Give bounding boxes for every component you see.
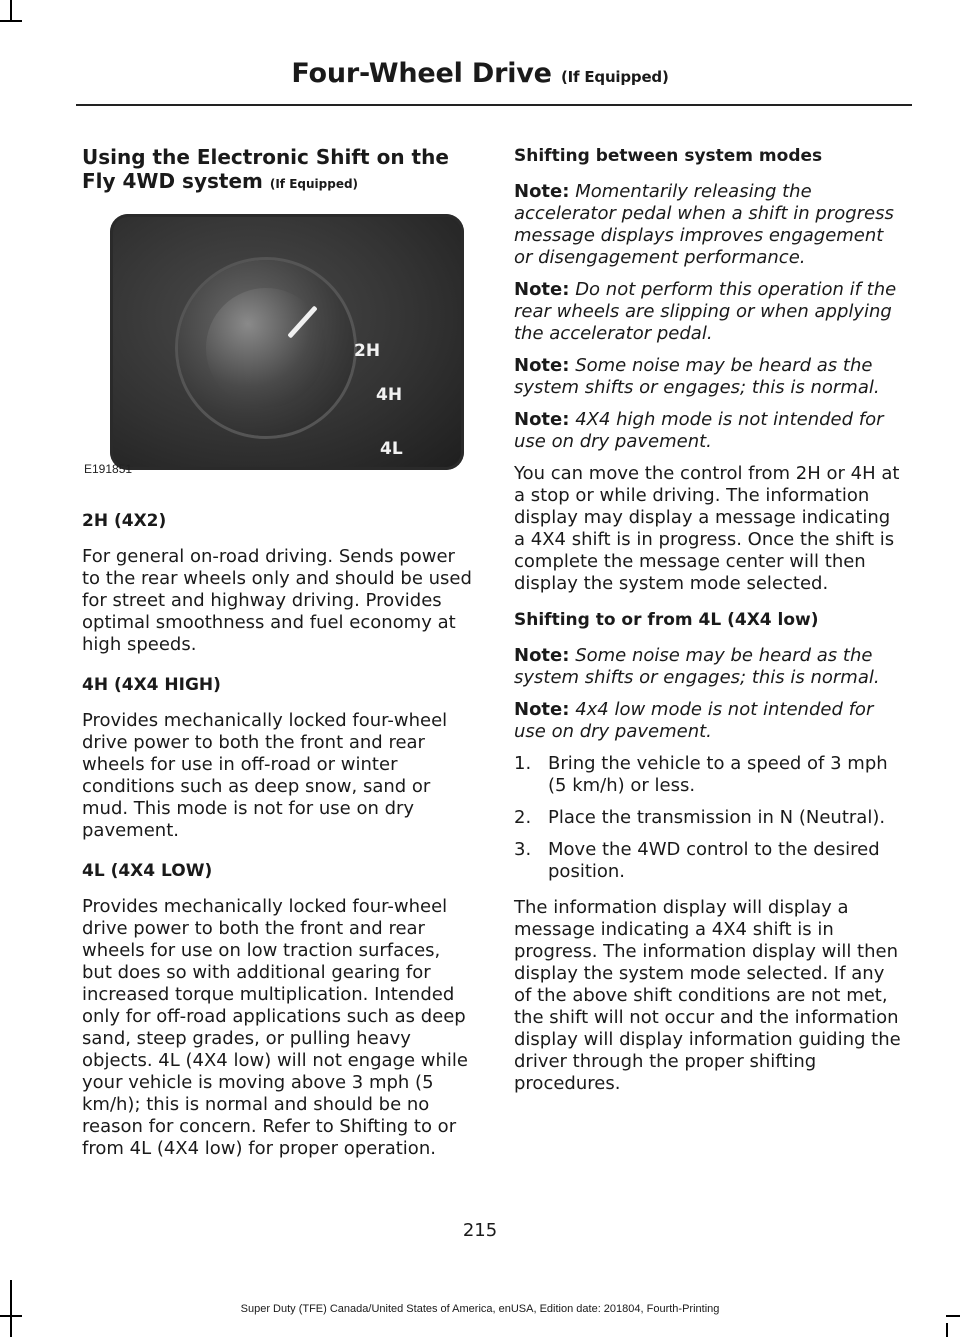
- note: [514, 181, 906, 269]
- page-number: 215: [462, 1220, 498, 1241]
- mode-label-4h: 4H: [376, 385, 403, 405]
- note-text: 4x4 low mode is not intended for use on dry pavement.: [514, 699, 874, 742]
- crop-mark: [946, 1323, 948, 1337]
- step-number: 3.: [514, 839, 532, 860]
- step-number: 1.: [514, 753, 532, 774]
- section-body-2h: For general on-road driving. Sends power to the rear wheels only and should be used for street and highway driving. Provides optimal smoothness and fuel economy at high speeds.: [82, 546, 472, 655]
- header-title: Four-Wheel Drive: [291, 58, 552, 89]
- 4wd-control-figure: [82, 212, 474, 480]
- note-text: Do not perform this operation if the rear wheels are slipping or when applying the accelerator pedal.: [514, 279, 897, 344]
- body-text: The information display will display a message indicating a 4X4 shift is in progress. The information display will then display the system mode selected. If any of the above shift conditions are not met, the shift will not occur and the information display will display information guiding the driver through the proper shifting procedures.: [514, 897, 901, 1094]
- section-body-4h: Provides mechanically locked four-wheel drive power to both the front and rear wheels for use in off-road or winter conditions such as deep snow, sand or mud. This mode is not for use on dry pavement.: [82, 710, 448, 841]
- note: [514, 699, 906, 743]
- note-label: Note:: [514, 409, 570, 430]
- right-column: [514, 145, 906, 1095]
- page-footer: Super Duty (TFE) Canada/United States of America, enUSA, Edition date: 201804, Fourth-Printing: [240, 1303, 720, 1315]
- section-body-4l: Provides mechanically locked four-wheel drive power to both the front and rear wheels for use on low traction surfaces, but does so with additional gearing for increased torque multiplication. Intended only for off-road applications such as deep sand, steep grades, or pulling heavy objects. 4L (4X4 low) will not engage while your vehicle is moving above 3 mph (5 km/h); this is normal and should be no reason for concern. Refer to Shifting to or from 4L (4X4 low) for proper operation.: [82, 896, 468, 1159]
- note-text: Momentarily releasing the accelerator pedal when a shift in progress message displays improves engagement or disengagement performance.: [514, 181, 894, 268]
- mode-label-4l: 4L: [380, 439, 403, 459]
- list-item: [514, 839, 906, 883]
- 4wd-knob: [206, 288, 326, 408]
- note-label: Note:: [514, 355, 570, 376]
- crop-mark: [0, 1315, 22, 1317]
- section-heading: [82, 145, 474, 196]
- step-number: 2.: [514, 807, 532, 828]
- header-divider: [76, 104, 912, 106]
- crop-mark: [946, 1315, 960, 1317]
- crop-mark: [0, 20, 22, 22]
- header-subtitle: (If Equipped): [560, 68, 669, 86]
- note: [514, 355, 906, 399]
- note-label: Note:: [514, 181, 570, 202]
- mode-label-2h: 2H: [354, 341, 381, 361]
- note-text: Some noise may be heard as the system shifts or engages; this is normal.: [514, 645, 880, 688]
- section-title-2h: 2H (4X2): [82, 511, 167, 531]
- note: [514, 409, 906, 453]
- crop-mark: [10, 0, 12, 22]
- list-item: [514, 753, 906, 797]
- section-title-4l: 4L (4X4 LOW): [82, 861, 213, 881]
- section-heading-sub: (If Equipped): [269, 177, 359, 191]
- left-column: [82, 145, 474, 1160]
- section-title-4h: 4H (4X4 HIGH): [82, 675, 221, 695]
- note-label: Note:: [514, 699, 570, 720]
- steps-list: [514, 753, 906, 883]
- section-heading-text: Using the Electronic Shift on the Fly 4WD system: [82, 145, 449, 193]
- note: [514, 645, 906, 689]
- step-text: Move the 4WD control to the desired position.: [548, 839, 880, 882]
- section-title-shifting-4l: Shifting to or from 4L (4X4 low): [514, 610, 819, 630]
- note-label: Note:: [514, 279, 570, 300]
- note-text: 4X4 high mode is not intended for use on dry pavement.: [514, 409, 884, 452]
- note-label: Note:: [514, 645, 570, 666]
- page-header: [0, 58, 960, 89]
- body-text: You can move the control from 2H or 4H at a stop or while driving. The information display may display a message indicating a 4X4 shift is in progress. Once the shift is complete the message center will then display the system mode selected.: [514, 463, 900, 594]
- list-item: [514, 807, 906, 829]
- section-title-shifting-modes: Shifting between system modes: [514, 146, 823, 166]
- note-text: Some noise may be heard as the system shifts or engages; this is normal.: [514, 355, 880, 398]
- figure-id: E191851: [84, 462, 133, 476]
- step-text: Bring the vehicle to a speed of 3 mph (5 km/h) or less.: [548, 753, 888, 796]
- step-text: Place the transmission in N (Neutral).: [548, 807, 886, 828]
- note: [514, 279, 906, 345]
